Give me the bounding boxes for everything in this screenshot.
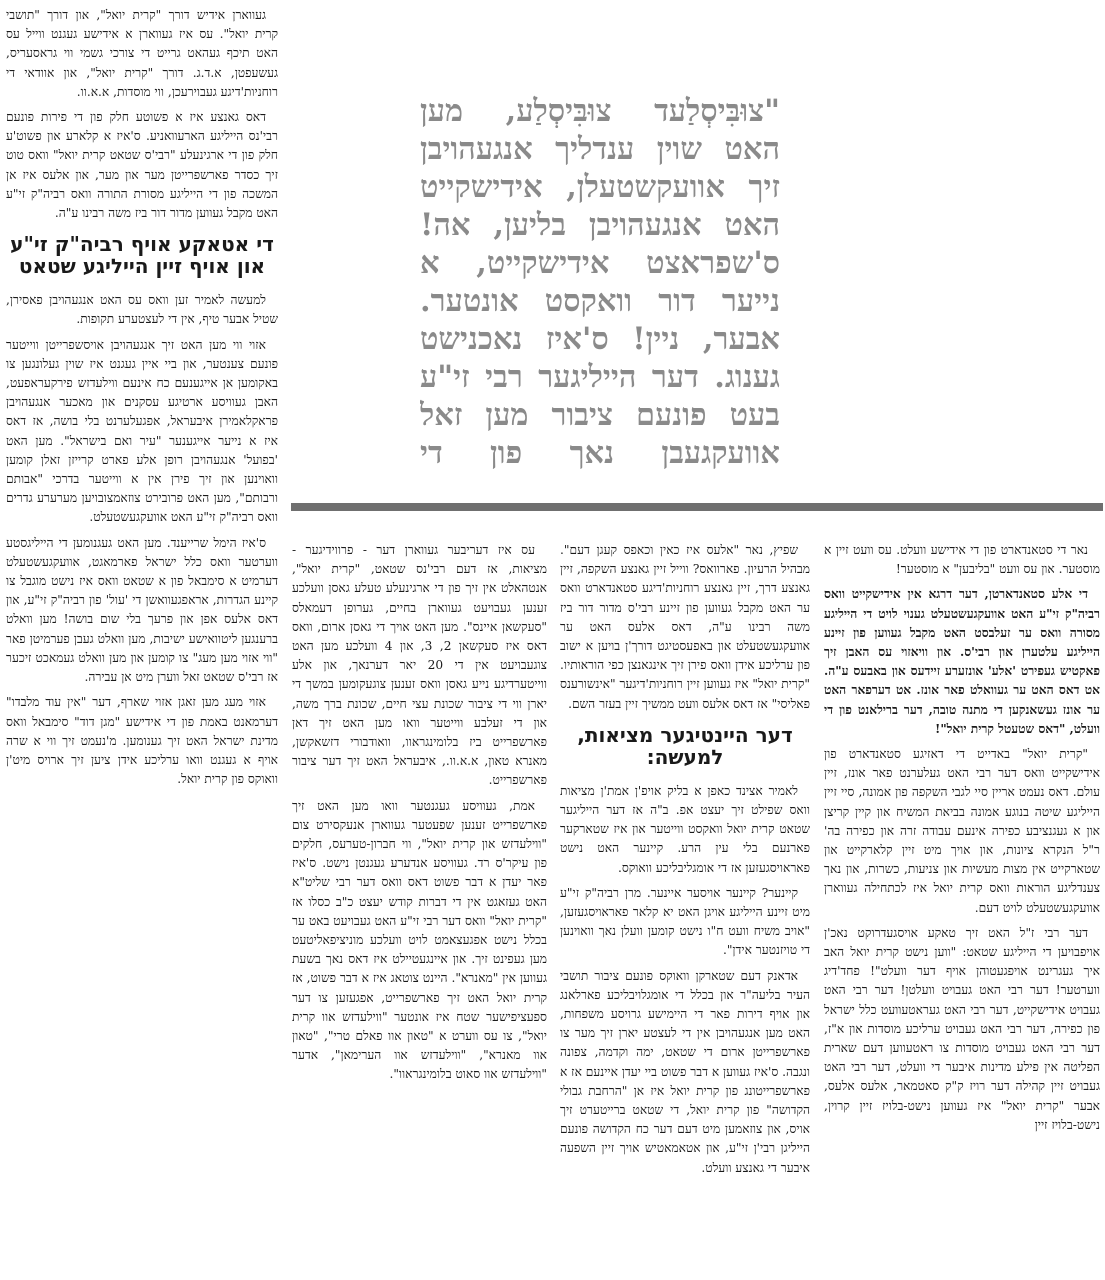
paragraph: אמת, געוויסע געגנטער וואו מען האט זיך פארשפרייט זענען שפעטער געווארן אנעקסירט צום "ווילעדזש און קרית יואל", ווי חברון-טערעס, חלקים פון עיקר'ס רד. געוויסע אנדערע געגנטן נישט. ס'איז פאר יעדן א דבר פשוט דאס וואס דער רבי שליט"א האט געזאגט אין די דברות קודש יעצט כ"ב כסלו אז "קרית יואל" וואס דער רבי זי"ע האט געבויעט באט ער בכלל נישט אפגעצאמט לויט וועלכע מוניציפאליטעט מען געפינט זיך. און איינגעטיילט איז דאס נאך בשעת געווען אין "מאנרא". היינט צוטאג איז א דבר פשוט, אז קרית יואל האט זיך פארשפרייט, אפגעזען צו דער ספעציפישער שטח איז אונטער "ווילעדזש אוו קרית יואל", צו עס ווערט א "טאון אוו פאלם טרי", "טאון אוו מאנרא", "ווילעדזש אוו הערימאן", אדער "ווילעדזש אוו סאוט בלומינגראוו". (292, 798, 547, 1082)
paragraph: שפיץ, נאר "אלעס איז כאין וכאפס קעגן דעם". מבהיל הרעיון. פארוואס? ווייל זיין גאנצע השקפה, זיין גאנצע דרך, זיין גאנצע רוחניות'דיגע סטאנדארט וואס ער האט מקבל געווען פון זיינע רבי'ס מדור דור ביז משה רבינו ע"ה, דאס אלעס האט ער אוועקגעשטעלט און באפעסטיגט דורך'ן בויען א ישוב פון ערליכע אידן וואס פירן זיך אינגאנצן כפי הוראותיו. "קרית יואל" איז געווען זיין רוחניות'דיגער "אינשורענס פאליסי" אז דאס אלעס וועט ממשיך זיין בעזר השם. (560, 543, 810, 711)
paragraph: עס איז דעריבער געווארן דער - פרווידיגער - מציאות, אז דעם רבי'נס שטאט, "קרית יואל", אנטהאלט אין זיך פון די ארגינעלע טעלע גאסן וועלכע זענען געבויעט געווארן בחיים, גערופן דעמאלס "סעקשאן איינס". מען האט אויך די גאסן ארום, וואס דאס איז סעקשאן 2, 3, און 4 וועלכע מען האט צוגעבויעט אין די 20 יאר דערנאך, און אלע ווייטערדיגע נייע גאסן וואס זענען צוגעקומען במשך די יארן ווי די ציבור שכונת עצי חיים, שכונת ברך משה, און די זעלבע ווייטער וואו מען האט זיך דאן פארשפרייט ביז בלומינגראוו, וואודבורי דזשאקשן, מאנרא טאון, א.א.וו., איבעראל האט זיך דער ציבור פארשפרייט. (292, 543, 547, 788)
paragraph: קיינער? קיינער אויסער איינער. מרן רביה"ק זי"ע מיט זיינע הייליגע אויגן האט יא קלאר פאראויסגעזען, "אויב משיח וועט ח"ו נישט קומען וועלן נאך וואוינען די טויזנטער אידן". (560, 885, 810, 958)
section-divider (291, 503, 1103, 511)
paragraph: דער רבי ז"ל האט זיך טאקע אויסגעדרוקט נאכ'ן אויפבויען די הייליגע שטאט: "ווען נישט קרית יואל האב איך געגרינט אויפגעטוהן אויף דער וועלט"! פחד'דיג ווערטער! דער רבי האט געבויט וועלטן! דער רבי האט געבויט אידישקייט, דער רבי האט געראטעוועט כלל ישראל פון כפירה, דער רבי האט געבויט ערליכע מוסדות און א"ז, דער רבי האט געבויט מוסדות צו ראטעווען דעם שארית הפליטה אין פילע מדינות איבער די וועלט, דער רבי האט געבויט זיין קהילה דער רויז ק"ק סאטמאר, אלעס אלעס, אבער "קרית יואל" איז געווען נישט-בלויז זיין קרוין, נישט-בלויז זיין (824, 925, 1100, 1132)
section-heading: דער היינטיגער מציאות, למעשה: (577, 722, 793, 769)
paragraph: אזוי מעג מען זאגן אזוי שארף, דער "אין עוד מלבדו" דערמאנט באמת פון די אידישע "מגן דוד" סימבאל וואס מדינת ישראל האט זיך גענומען. מ'נעמט זיך ווי א שרה אויף א געגנט וואו ערליכע אידן ציען זיך ארויס מיט'ן וואוקס פון קרית יואל. (6, 695, 278, 787)
paragraph: געווארן אידיש דורך "קרית יואל", און דורך "תושבי קרית יואל". עס איז געווארן א אידישע געגנט ווייל עס האט תיכף געהאט גרייט די צורכי גשמי ווי גראסעריס, געשעפטן, א.ד.ג. דורך "קרית יואל", און אוודאי די רוחניות'דיגע געבוירעכן, ווי מוסדות, א.א.וו. (6, 8, 278, 99)
paragraph: נאר די סטאנדארט פון די אידישע וועלט. עס וועט זיין א מוסטער. און עס וועט "בליבען" א מוסטער! (824, 543, 1100, 577)
pull-quote: "צוּבִּיסְלַעד צוּבִּיסְלַע, מען האט שוין ענדליך אנגעהויבן זיך אוועקשטעלן, אידישקייט האט אנגעהויבן בליען, אה! ס'שפראצט אידישקייט, א נייער דור וואקסט אונטער. אבער, ניין! ס'איז נאכנישט גענוג. דער הייליגער רבי זי"ע בעט פונעם ציבור מען זאל אוועקגעבן נאך פון די (420, 93, 780, 471)
paragraph: דאס גאנצע איז א פשוטע חלק פון די פירות פונעם רבי'נס הייליגע הארעוואניע. ס'איז א קלארע און פשוט'ע חלק פון די ארגינעלע "רבי'ס שטאט קרית יואל" וואס טוט זיך כסדר פארשפרייטן מער און מער, און אלעס איז אן המשכה פון די הייליגע מסורת התורה וואס רביה"ק זי"ע האט מקבל געווען מדור דור ביז משה רבינו ע"ה. (6, 110, 278, 221)
paragraph: אזוי ווי מען האט זיך אנגעהויבן אויסשפרייטן ווייטער פונעם צענטער, און ביי איין געגנט איז שוין געלונגען צו באקומען אן אייגענעם כח אינעם ווילעדזש פירקעראפעט, האבן געוויסע ארטיגע עסקנים און מאכער אנגעהויבן פראקלאמירן איבעראל, אפגעלערנט בלי בושה, אז דאס איז א נייער אייגענער "עיר ואם בישראל". מען האט 'בפועל' אנגעהויבן רופן אלע פארט קרייזן זאלן קומען וואוינען און זיך פירן אין א ווייטער בדרכי "אבותם ורבותם", מען האט פרובירט צוזאמצובויען מערערע גדרים וואס רביה"ק זי"ע האט אוועקגעשטעלט. (6, 337, 278, 525)
paragraph: ס'איז הימל שרייענד. מען האט געגנומען די הייליגסטע ווערטער וואס כלל ישראל פארמאגט, אוועקגעשטעלט דערמיט א סימבאל פון א שטאט וואס איז נישט מוגבל צו קיינע הגדרות, אראפגעוואשן די 'עול' פון רביה"ק זי"ע, און דאס אלעס אפן און פרעך בלי שום בושה! מען וואלט ברענגען ליטוואישע ישיבות, מען וואלט געבן פערמיטן פאר "ווי אזוי מען מעג" צו קומען און מען וואלט געמאכט זיכער אז רבי'ס שטאט זאל ווערן מיט אן עבירה. (6, 535, 278, 685)
paragraph: "קרית יואל" באדייט די דאזיגע סטאנדארט פון אידישקייט וואס דער רבי האט געלערנט פאר אונז, זיין עולם. דאס נעמט אריין סיי לגבי השקפה פון אמונה, סיי זיין הייליגע שיטה בנוגע אמונה בביאת המשיח און קיין קריצן און א געגנציבע כפירה אינעם עבודה זרה און כפירה בה' ר"ל הנקרא ציונות, און אויך מיט זיין קלארקייט און שטארקייט אין מצות מעשיות און צניעות, כשרות, און נאך צענדליגע הוראות וואס קרית יואל איז לכתחילה געווארן אוועקגעשטעלט לויט דעם. (824, 747, 1100, 915)
article-column-center-right (560, 541, 810, 1273)
paragraph: למעשה לאמיר זען וואס עס האט אנגעהויבן פאסירן, שטיל אבער טיף, אין די לעצטערע תקופות. (6, 293, 278, 327)
paragraph-bold: די אלע סטאנדארטן, דער דרגא אין אידישקייט וואס רביה"ק זי"ע האט אוועקגעשטעלט גענוי לויט די הייליגע מסורה וואס ער זעלבסט האט מקבל געווען פון זיינע הייליגע עלטערן און רבי'ס. און וויאזוי עס האבן זיך פאקטיש געפירט 'אלע' אונזערע זיידעס און באבעס ע"ה. אט דאס האט ער געוואלט פאר אונז. אט דערפאר האט ער אונז געשאנקען די מתנה טובה, דער ברילאנט פון די וועלט, "דאס שטעטל קרית יואל"! (824, 587, 1100, 736)
article-column-left (6, 6, 278, 1274)
paragraph: אדאנק דעם שטארקן וואוקס פונעם ציבור תושבי העיר בליעה"ר און בכלל די אומגלויבליכע פארלאנג און אויף דירות פאר די היימישע גרויסע משפחות, האט מען אנגעהויבן אין די לעצטע יארן זיך מער צו פארשפרייטן ארום די שטאט, ימה וקדמה, צפונה ונגבה. ס'איז געווען א דבר פשוט ביי יעדן איינעם אז א פארשפרייטונג פון קרית יואל איז אן "הרחבת גבולי הקדושה" פון קרית יואל, די שטאט ברייטערט זיך אויס, און צוזאמען מיט דעם דער כח הקדושה פונעם הייליגן רבי'ן זי"ע, און אטאמאטיש אויך זיין השפעה איבער די גאנצע וועלט. (560, 968, 810, 1175)
article-column-center-left (292, 541, 547, 1273)
paragraph: לאמיר אצינד כאפן א בליק אויפ'ן אמת'ן מציאות וואס שפילט זיך יעצט אפ. ב"ה אז דער הייליגער שטאט קרית יואל וואקסט ווייטער און איז שטארקער פארנעם בלי עין הרע. קיינער האט נישט פאראויסגעזען אז די אומגליבליכע וואוקס. (560, 783, 810, 875)
article-column-right (824, 541, 1100, 1273)
section-heading: די אטאקע אויף רביה"ק זי"ע און אויף זיין הייליגע שטאט (10, 232, 274, 279)
